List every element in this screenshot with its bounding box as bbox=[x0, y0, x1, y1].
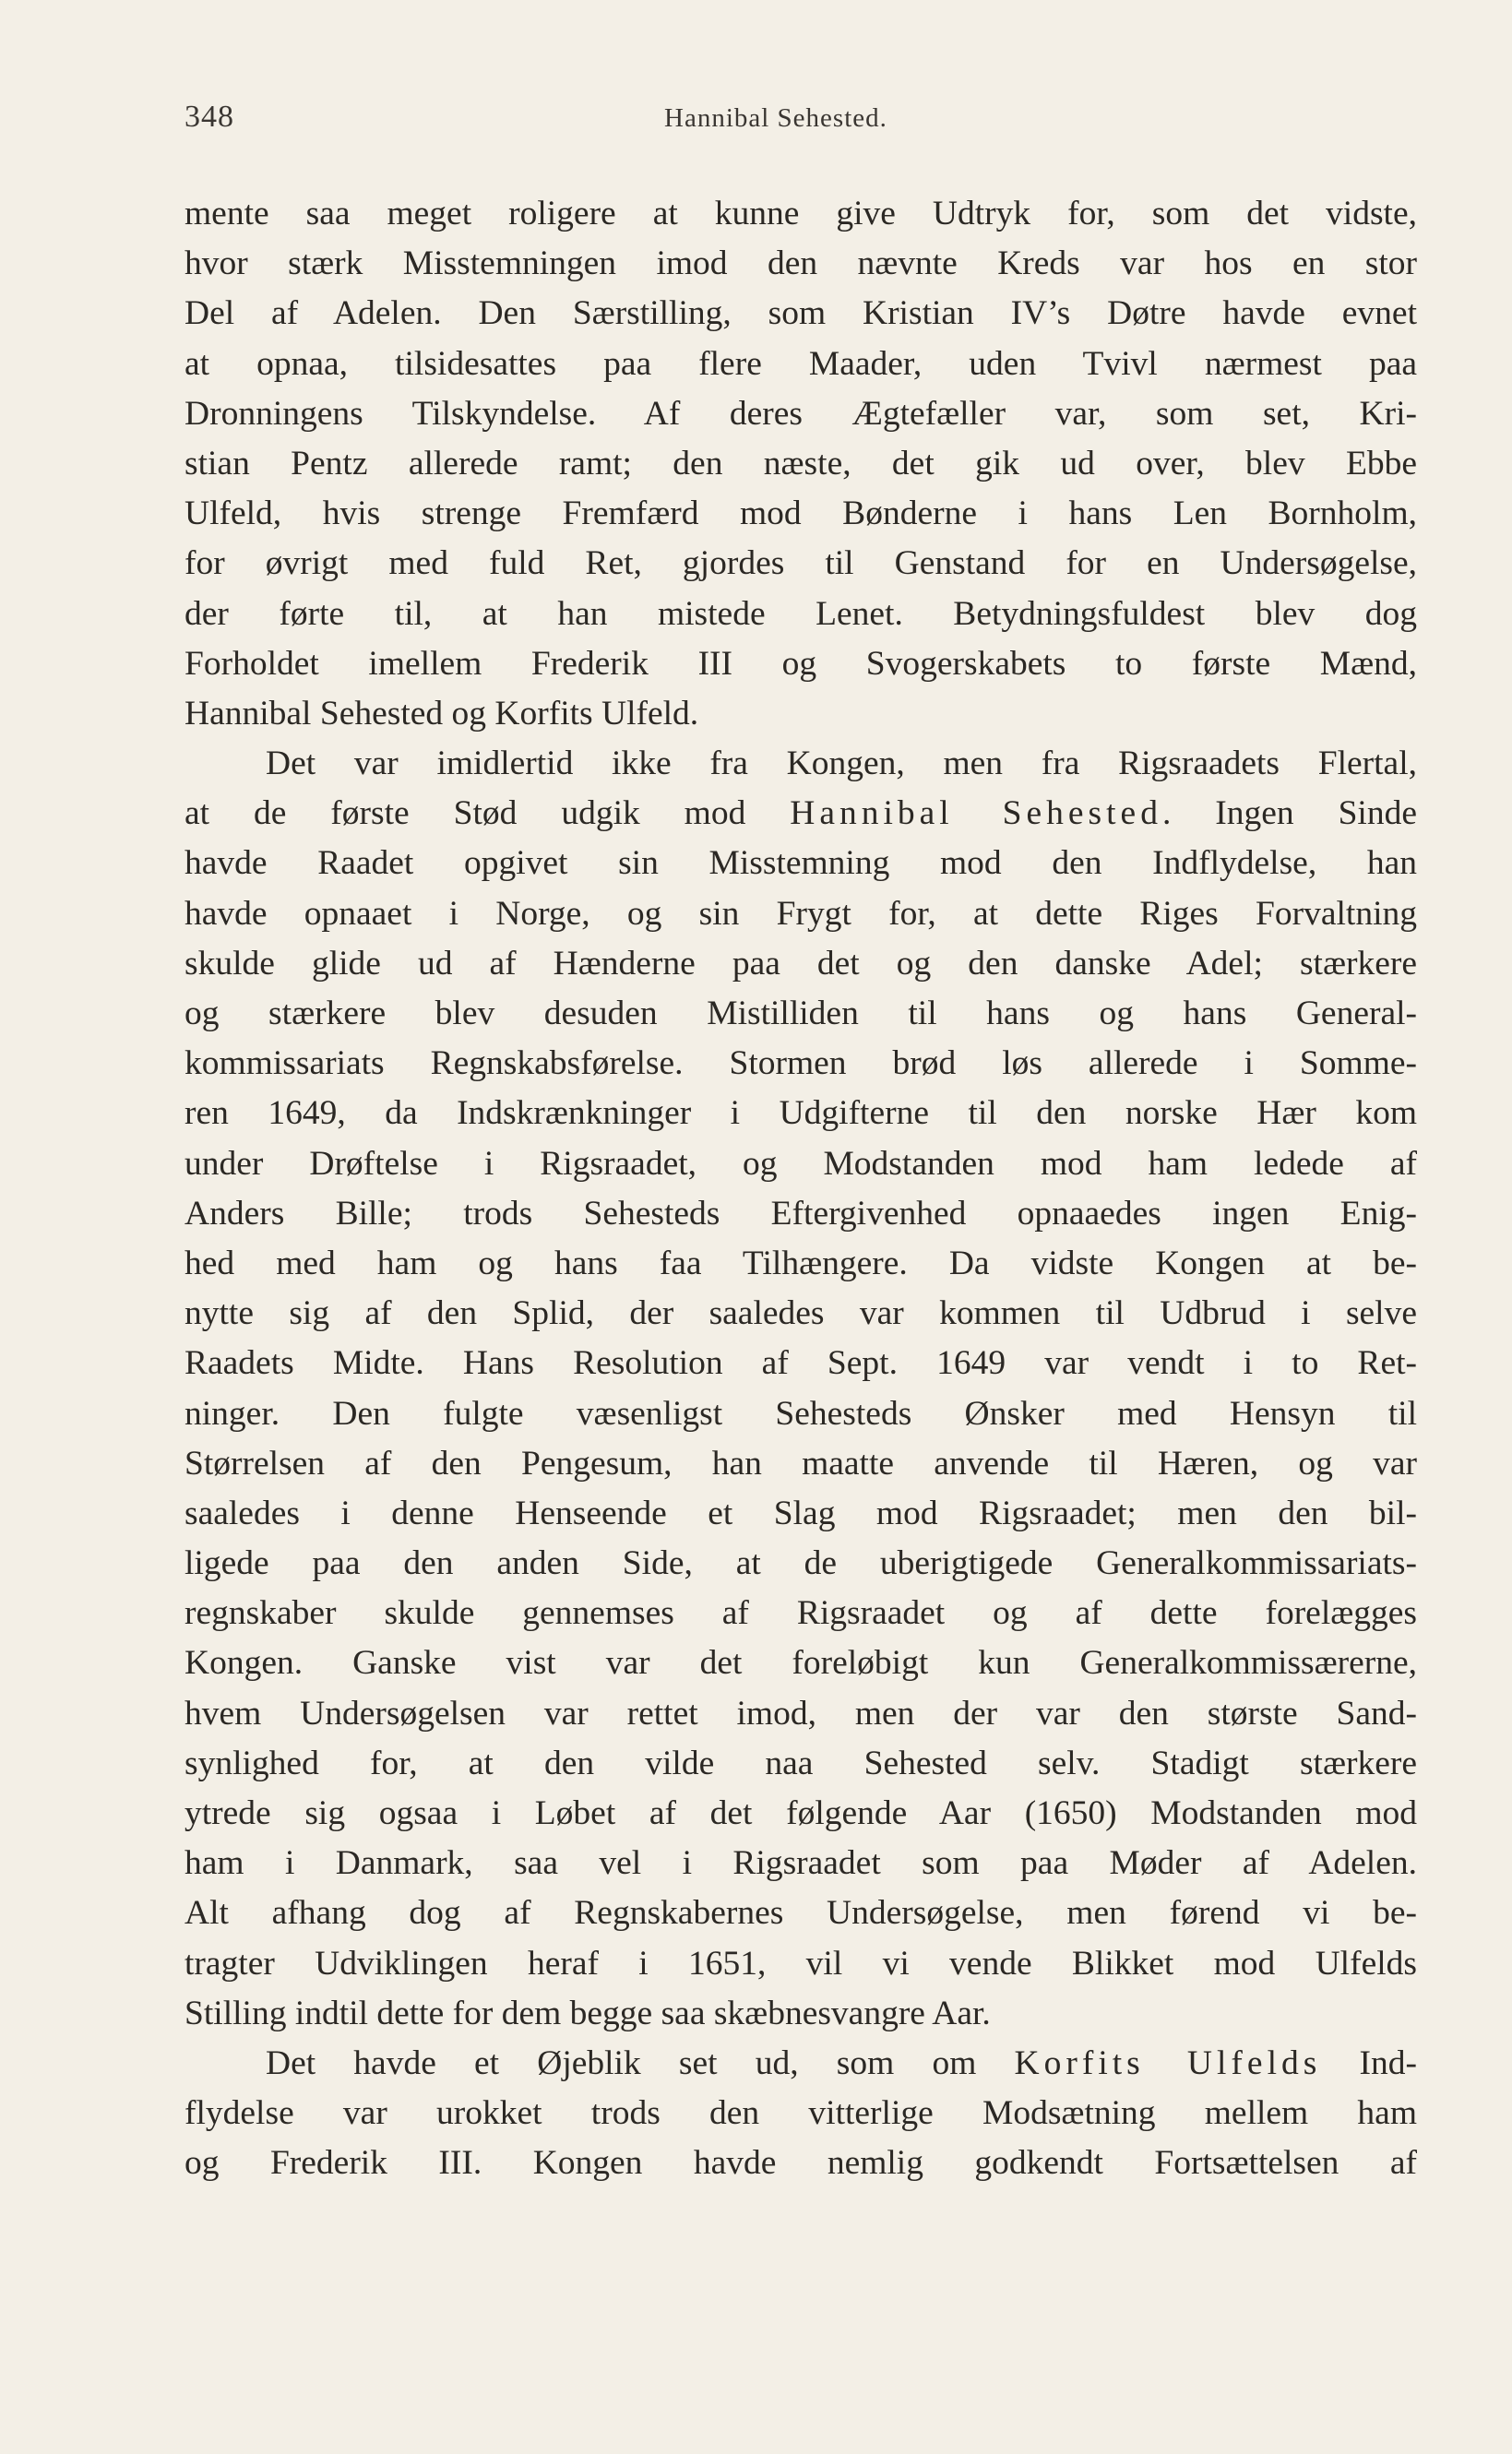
text-segment: at de første Stød udgik mod bbox=[185, 794, 791, 833]
text-segment: . Ingen Sinde bbox=[1161, 794, 1417, 833]
text-line: Det var imidlertid ikke fra Kongen, men fra Rigsraadets Flertal, bbox=[266, 745, 1417, 783]
text-line: havde opnaaet i Norge, og sin Frygt for, at dette Riges Forvaltning bbox=[185, 894, 1417, 933]
text-line: ligede paa den anden Side, at de uberigtigede Generalkommissariats- bbox=[185, 1544, 1417, 1583]
text-line: skulde glide ud af Hænderne paa det og den danske Adel; stærkere bbox=[185, 944, 1417, 983]
text-line: Kongen. Ganske vist var det foreløbigt kun Generalkommissærerne, bbox=[185, 1644, 1417, 1683]
text-line: hed med ham og hans faa Tilhængere. Da vidste Kongen at be- bbox=[185, 1244, 1417, 1282]
text-segment: Ind- bbox=[1321, 2043, 1417, 2082]
text-line: og stærkere blev desuden Mistilliden til hans og hans General- bbox=[185, 995, 1417, 1032]
text-line bbox=[185, 789, 1417, 839]
text-line: Stilling indtil dette for dem begge saa skæbnesvangre Aar. bbox=[185, 1994, 991, 2032]
text-line: Anders Bille; trods Sehesteds Eftergivenhed opnaaedes ingen Enig- bbox=[185, 1194, 1417, 1233]
text-line: Størrelsen af den Pengesum, han maatte anvende til Hæren, og var bbox=[185, 1444, 1417, 1483]
text-line: og Frederik III. Kongen havde nemlig godkendt Fortsættelsen af bbox=[185, 2144, 1417, 2183]
text-line: saaledes i denne Henseende et Slag mod Rigsraadet; men den bil- bbox=[185, 1494, 1417, 1532]
page-number: 348 bbox=[185, 100, 234, 134]
text-line: regnskaber skulde gennemses af Rigsraadet og af dette forelægges bbox=[185, 1594, 1417, 1633]
text-segment: Det havde et Øjeblik set ud, som om bbox=[266, 2043, 1015, 2082]
text-line: der førte til, at han mistede Lenet. Betydningsfuldest blev dog bbox=[185, 594, 1417, 633]
text-line: under Drøftelse i Rigsraadet, og Modstanden mod ham ledede af bbox=[185, 1144, 1417, 1183]
running-title: Hannibal Sehested. bbox=[664, 103, 887, 133]
text-line: synlighed for, at den vilde naa Sehested selv. Stadigt stærkere bbox=[185, 1744, 1417, 1782]
text-line: for øvrigt med fuld Ret, gjordes til Genstand for en Undersøgelse, bbox=[185, 544, 1417, 583]
text-line: kommissariats Regnskabsførelse. Stormen brød løs allerede i Somme- bbox=[185, 1044, 1417, 1083]
text-line: at opnaa, tilsidesattes paa flere Maader, uden Tvivl nærmest paa bbox=[185, 344, 1417, 383]
text-line: Raadets Midte. Hans Resolution af Sept. 1649 var vendt i to Ret- bbox=[185, 1344, 1417, 1383]
page-header bbox=[185, 100, 1421, 149]
text-line: mente saa meget roligere at kunne give Udtryk for, som det vidste, bbox=[185, 195, 1417, 232]
spaced-name: Hannibal Sehested bbox=[790, 794, 1162, 833]
text-line: ytrede sig ogsaa i Løbet af det følgende Aar (1650) Modstanden mod bbox=[185, 1794, 1417, 1832]
text-line: ham i Danmark, saa vel i Rigsraadet som paa Møder af Adelen. bbox=[185, 1844, 1417, 1883]
text-line: Del af Adelen. Den Særstilling, som Kristian IV’s Døtre havde evnet bbox=[185, 294, 1417, 333]
spaced-name: Korfits Ulfelds bbox=[1014, 2043, 1322, 2082]
text-line: havde Raadet opgivet sin Misstemning mod den Indflydelse, han bbox=[185, 844, 1417, 883]
text-line: Dronningens Tilskyndelse. Af deres Ægtefæller var, som set, Kri- bbox=[185, 394, 1417, 433]
text-line: ninger. Den fulgte væsenligst Sehesteds Ønsker med Hensyn til bbox=[185, 1394, 1417, 1433]
text-line: Forholdet imellem Frederik III og Svogerskabets to første Mænd, bbox=[185, 644, 1417, 683]
text-line: hvem Undersøgelsen var rettet imod, men der var den største Sand- bbox=[185, 1694, 1417, 1733]
text-line: nytte sig af den Splid, der saaledes var kommen til Udbrud i selve bbox=[185, 1294, 1417, 1333]
text-line: stian Pentz allerede ramt; den næste, det gik ud over, blev Ebbe bbox=[185, 444, 1417, 482]
text-line: Hannibal Sehested og Korfits Ulfeld. bbox=[185, 694, 699, 733]
body-text bbox=[185, 189, 1417, 2189]
text-line: flydelse var urokket trods den vitterlige Modsætning mellem ham bbox=[185, 2094, 1417, 2133]
text-line bbox=[185, 2039, 1417, 2089]
text-line: ren 1649, da Indskrænkninger i Udgifterne til den norske Hær kom bbox=[185, 1094, 1417, 1133]
text-line: tragter Udviklingen heraf i 1651, vil vi vende Blikket mod Ulfelds bbox=[185, 1944, 1417, 1983]
text-line: Ulfeld, hvis strenge Fremfærd mod Bønderne i hans Len Bornholm, bbox=[185, 494, 1417, 533]
text-line: hvor stærk Misstemningen imod den nævnte Kreds var hos en stor bbox=[185, 244, 1417, 283]
text-line: Alt afhang dog af Regnskabernes Undersøgelse, men førend vi be- bbox=[185, 1894, 1417, 1933]
